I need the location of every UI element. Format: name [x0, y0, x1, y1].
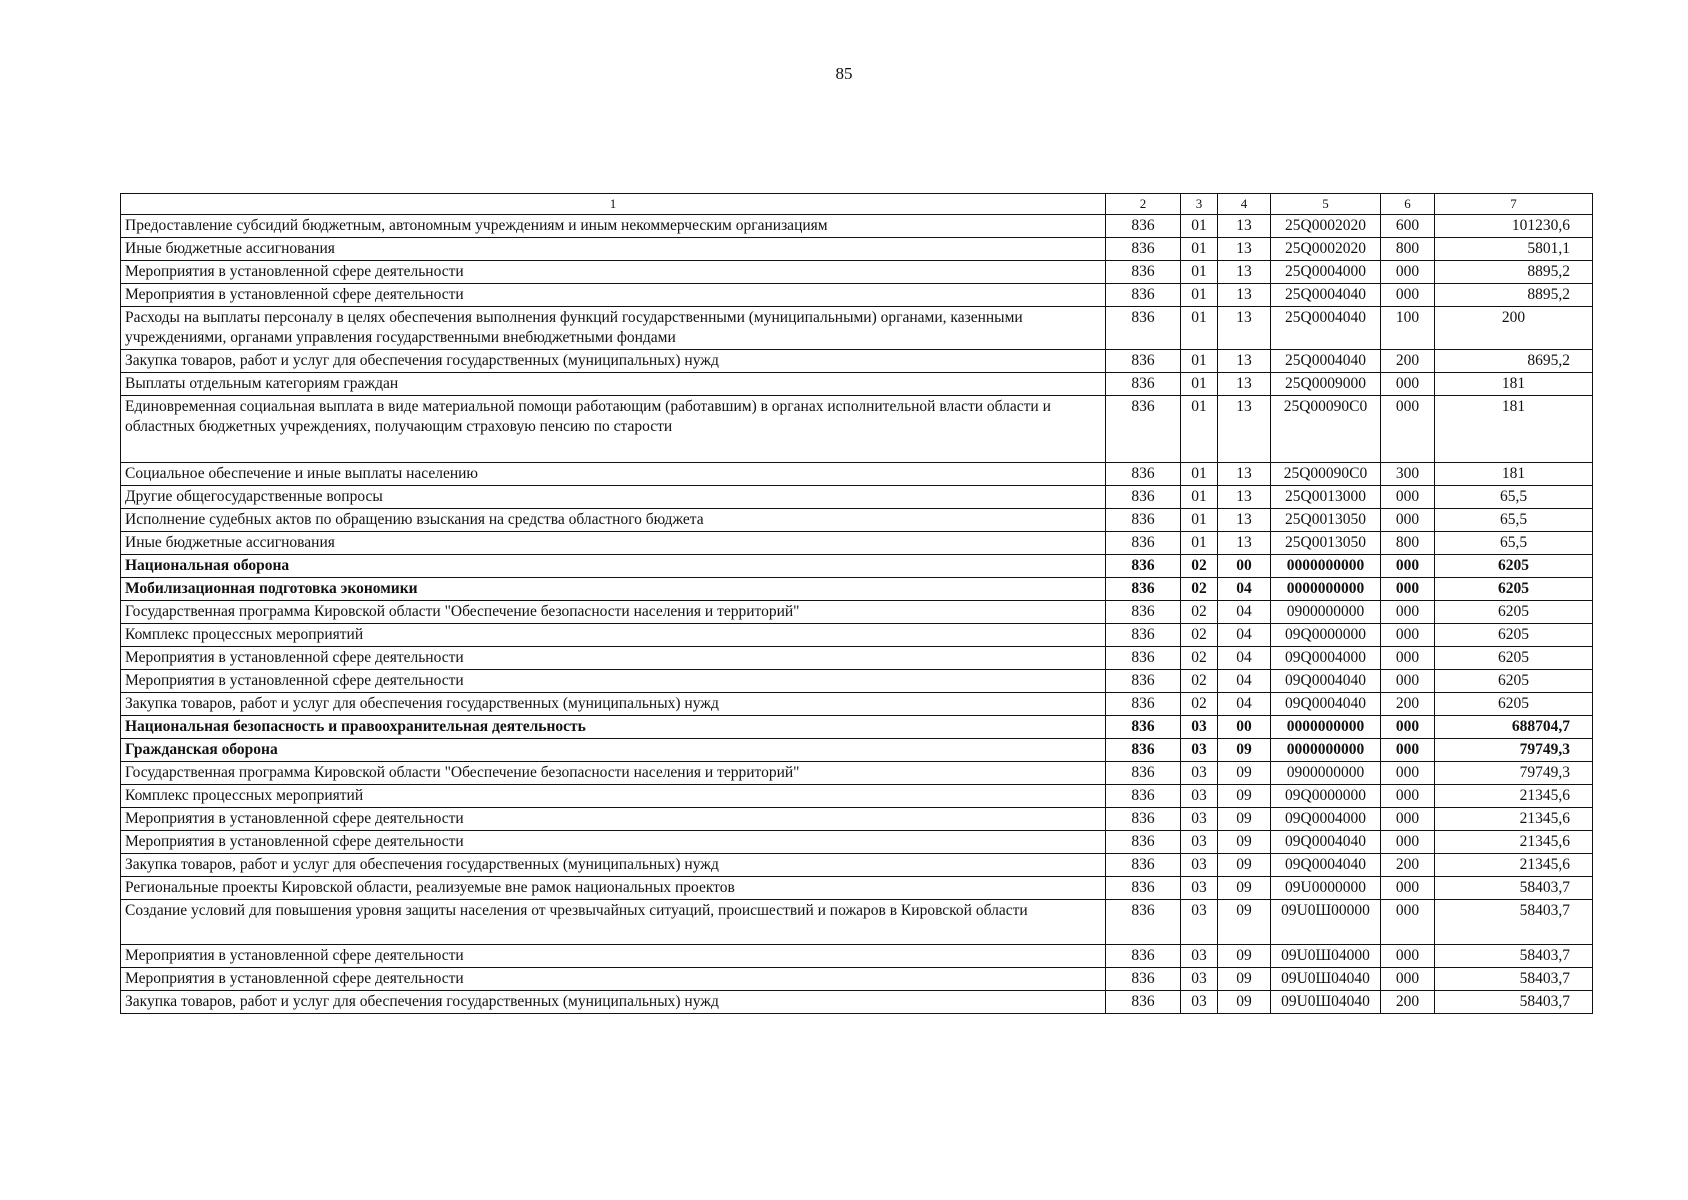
row-subsection-cell: 13 — [1218, 486, 1271, 509]
row-target-article-cell: 25Q0004040 — [1271, 350, 1381, 373]
row-target-article-cell: 09Q0004000 — [1271, 808, 1381, 831]
row-target-article-cell: 25Q0013050 — [1271, 509, 1381, 532]
row-subsection-cell: 13 — [1218, 396, 1271, 463]
table-row — [121, 670, 1593, 693]
row-subsection-cell: 09 — [1218, 808, 1271, 831]
row-subsection-cell: 09 — [1218, 762, 1271, 785]
row-subsection-cell: 13 — [1218, 307, 1271, 350]
row-section-cell: 01 — [1181, 463, 1218, 486]
row-sum-cell: 6205 — [1435, 693, 1593, 716]
table-row — [121, 991, 1593, 1014]
row-ved-cell: 836 — [1106, 238, 1181, 261]
row-subsection-cell: 04 — [1218, 601, 1271, 624]
row-expense-type-cell: 000 — [1381, 945, 1435, 968]
row-subsection-cell: 09 — [1218, 945, 1271, 968]
row-target-article-cell: 09Q0004040 — [1271, 670, 1381, 693]
table-row — [121, 284, 1593, 307]
table-row — [121, 463, 1593, 486]
table-row — [121, 739, 1593, 762]
row-target-article-cell: 25Q00090C0 — [1271, 396, 1381, 463]
row-sum-cell: 65,5 — [1435, 509, 1593, 532]
row-sum-cell: 8695,2 — [1435, 350, 1593, 373]
row-expense-type-cell: 600 — [1381, 215, 1435, 238]
table-row — [121, 945, 1593, 968]
row-name-cell: Мероприятия в установленной сфере деятельности — [121, 647, 1106, 670]
row-expense-type-cell: 000 — [1381, 261, 1435, 284]
row-expense-type-cell: 000 — [1381, 716, 1435, 739]
row-name-cell: Выплаты отдельным категориям граждан — [121, 373, 1106, 396]
row-ved-cell: 836 — [1106, 624, 1181, 647]
row-expense-type-cell: 000 — [1381, 762, 1435, 785]
row-ved-cell: 836 — [1106, 555, 1181, 578]
row-sum-cell: 58403,7 — [1435, 968, 1593, 991]
row-target-article-cell: 09Q0000000 — [1271, 785, 1381, 808]
row-target-article-cell: 0900000000 — [1271, 762, 1381, 785]
row-subsection-cell: 04 — [1218, 624, 1271, 647]
row-target-article-cell: 0000000000 — [1271, 739, 1381, 762]
row-ved-cell: 836 — [1106, 716, 1181, 739]
table-row — [121, 601, 1593, 624]
row-subsection-cell: 13 — [1218, 238, 1271, 261]
row-section-cell: 03 — [1181, 900, 1218, 945]
row-ved-cell: 836 — [1106, 991, 1181, 1014]
row-subsection-cell: 09 — [1218, 900, 1271, 945]
row-expense-type-cell: 000 — [1381, 624, 1435, 647]
row-sum-cell: 6205 — [1435, 647, 1593, 670]
row-section-cell: 03 — [1181, 762, 1218, 785]
table-row — [121, 396, 1593, 463]
row-target-article-cell: 09Q0004040 — [1271, 831, 1381, 854]
row-expense-type-cell: 800 — [1381, 238, 1435, 261]
row-name-cell: Региональные проекты Кировской области, реализуемые вне рамок национальных проектов — [121, 877, 1106, 900]
row-expense-type-cell: 200 — [1381, 854, 1435, 877]
row-sum-cell: 181 — [1435, 396, 1593, 463]
row-subsection-cell: 00 — [1218, 555, 1271, 578]
row-subsection-cell: 09 — [1218, 877, 1271, 900]
row-sum-cell: 21345,6 — [1435, 854, 1593, 877]
row-name-cell: Расходы на выплаты персоналу в целях обеспечения выполнения функций государственными (муниципальными) органами, казенными учреждениями, органами управления государственными внебюджетными фондами — [121, 307, 1106, 350]
row-subsection-cell: 04 — [1218, 647, 1271, 670]
row-expense-type-cell: 000 — [1381, 739, 1435, 762]
row-ved-cell: 836 — [1106, 670, 1181, 693]
row-section-cell: 01 — [1181, 396, 1218, 463]
row-sum-cell: 58403,7 — [1435, 991, 1593, 1014]
row-expense-type-cell: 100 — [1381, 307, 1435, 350]
row-subsection-cell: 04 — [1218, 578, 1271, 601]
row-name-cell: Закупка товаров, работ и услуг для обеспечения государственных (муниципальных) нужд — [121, 350, 1106, 373]
row-ved-cell: 836 — [1106, 647, 1181, 670]
row-expense-type-cell: 000 — [1381, 601, 1435, 624]
row-ved-cell: 836 — [1106, 215, 1181, 238]
table-row — [121, 831, 1593, 854]
table-row — [121, 509, 1593, 532]
row-name-cell: Мероприятия в установленной сфере деятельности — [121, 968, 1106, 991]
row-ved-cell: 836 — [1106, 396, 1181, 463]
row-section-cell: 01 — [1181, 215, 1218, 238]
row-expense-type-cell: 000 — [1381, 486, 1435, 509]
row-name-cell: Закупка товаров, работ и услуг для обеспечения государственных (муниципальных) нужд — [121, 693, 1106, 716]
table-row — [121, 578, 1593, 601]
row-ved-cell: 836 — [1106, 307, 1181, 350]
row-name-cell: Создание условий для повышения уровня защиты населения от чрезвычайных ситуаций, происшествий и пожаров в Кировской области — [121, 900, 1106, 945]
header-cell-5: 5 — [1271, 194, 1381, 215]
row-ved-cell: 836 — [1106, 968, 1181, 991]
row-target-article-cell: 09U0Ш04040 — [1271, 968, 1381, 991]
row-expense-type-cell: 000 — [1381, 900, 1435, 945]
row-target-article-cell: 25Q0013000 — [1271, 486, 1381, 509]
header-cell-7: 7 — [1435, 194, 1593, 215]
row-expense-type-cell: 200 — [1381, 350, 1435, 373]
row-section-cell: 02 — [1181, 647, 1218, 670]
row-subsection-cell: 04 — [1218, 693, 1271, 716]
row-expense-type-cell: 000 — [1381, 808, 1435, 831]
row-expense-type-cell: 000 — [1381, 555, 1435, 578]
row-section-cell: 01 — [1181, 350, 1218, 373]
table-row — [121, 808, 1593, 831]
row-subsection-cell: 13 — [1218, 215, 1271, 238]
row-name-cell: Закупка товаров, работ и услуг для обеспечения государственных (муниципальных) нужд — [121, 854, 1106, 877]
row-subsection-cell: 13 — [1218, 284, 1271, 307]
row-subsection-cell: 13 — [1218, 350, 1271, 373]
row-target-article-cell: 25Q0009000 — [1271, 373, 1381, 396]
row-expense-type-cell: 000 — [1381, 647, 1435, 670]
row-section-cell: 03 — [1181, 808, 1218, 831]
row-ved-cell: 836 — [1106, 261, 1181, 284]
row-section-cell: 02 — [1181, 578, 1218, 601]
table-row — [121, 647, 1593, 670]
row-ved-cell: 836 — [1106, 373, 1181, 396]
row-ved-cell: 836 — [1106, 831, 1181, 854]
row-subsection-cell: 09 — [1218, 739, 1271, 762]
row-sum-cell: 21345,6 — [1435, 831, 1593, 854]
row-expense-type-cell: 000 — [1381, 284, 1435, 307]
row-sum-cell: 6205 — [1435, 624, 1593, 647]
row-section-cell: 03 — [1181, 991, 1218, 1014]
row-subsection-cell: 13 — [1218, 532, 1271, 555]
row-ved-cell: 836 — [1106, 463, 1181, 486]
row-section-cell: 03 — [1181, 945, 1218, 968]
row-target-article-cell: 09Q0000000 — [1271, 624, 1381, 647]
row-name-cell: Мобилизационная подготовка экономики — [121, 578, 1106, 601]
row-name-cell: Государственная программа Кировской области "Обеспечение безопасности населения и территорий" — [121, 601, 1106, 624]
row-name-cell: Закупка товаров, работ и услуг для обеспечения государственных (муниципальных) нужд — [121, 991, 1106, 1014]
row-section-cell: 03 — [1181, 739, 1218, 762]
header-cell-3: 3 — [1181, 194, 1218, 215]
row-name-cell: Государственная программа Кировской области "Обеспечение безопасности населения и территорий" — [121, 762, 1106, 785]
row-section-cell: 03 — [1181, 785, 1218, 808]
row-expense-type-cell: 000 — [1381, 968, 1435, 991]
row-sum-cell: 58403,7 — [1435, 900, 1593, 945]
row-name-cell: Иные бюджетные ассигнования — [121, 238, 1106, 261]
row-ved-cell: 836 — [1106, 601, 1181, 624]
row-section-cell: 01 — [1181, 238, 1218, 261]
row-subsection-cell: 09 — [1218, 785, 1271, 808]
row-section-cell: 03 — [1181, 968, 1218, 991]
row-ved-cell: 836 — [1106, 877, 1181, 900]
row-target-article-cell: 25Q0004000 — [1271, 261, 1381, 284]
row-name-cell: Мероприятия в установленной сфере деятельности — [121, 945, 1106, 968]
row-target-article-cell: 25Q0002020 — [1271, 215, 1381, 238]
row-subsection-cell: 13 — [1218, 463, 1271, 486]
row-ved-cell: 836 — [1106, 762, 1181, 785]
row-target-article-cell: 09Q0004000 — [1271, 647, 1381, 670]
table-row — [121, 877, 1593, 900]
page-number: 85 — [835, 64, 853, 83]
row-target-article-cell: 09Q0004040 — [1271, 693, 1381, 716]
row-ved-cell: 836 — [1106, 486, 1181, 509]
table-row — [121, 854, 1593, 877]
row-subsection-cell: 00 — [1218, 716, 1271, 739]
row-sum-cell: 101230,6 — [1435, 215, 1593, 238]
row-target-article-cell: 09U0Ш04000 — [1271, 945, 1381, 968]
table-row — [121, 555, 1593, 578]
table-row — [121, 307, 1593, 350]
row-ved-cell: 836 — [1106, 739, 1181, 762]
table-row — [121, 261, 1593, 284]
row-expense-type-cell: 000 — [1381, 373, 1435, 396]
row-target-article-cell: 25Q0004040 — [1271, 307, 1381, 350]
row-expense-type-cell: 000 — [1381, 396, 1435, 463]
row-name-cell: Мероприятия в установленной сфере деятельности — [121, 670, 1106, 693]
row-name-cell: Комплекс процессных мероприятий — [121, 624, 1106, 647]
row-expense-type-cell: 000 — [1381, 509, 1435, 532]
row-name-cell: Единовременная социальная выплата в виде материальной помощи работающим (работавшим) в органах исполнительной власти области и областных бюджетных учреждениях, получающим страховую пенсию по старости — [121, 396, 1106, 463]
table-row — [121, 486, 1593, 509]
row-sum-cell: 200 — [1435, 307, 1593, 350]
budget-table — [120, 193, 1593, 1014]
row-sum-cell: 79749,3 — [1435, 762, 1593, 785]
row-section-cell: 01 — [1181, 284, 1218, 307]
row-section-cell: 01 — [1181, 532, 1218, 555]
header-cell-2: 2 — [1106, 194, 1181, 215]
row-sum-cell: 181 — [1435, 373, 1593, 396]
row-name-cell: Мероприятия в установленной сфере деятельности — [121, 808, 1106, 831]
row-ved-cell: 836 — [1106, 693, 1181, 716]
row-name-cell: Исполнение судебных актов по обращению взыскания на средства областного бюджета — [121, 509, 1106, 532]
row-ved-cell: 836 — [1106, 808, 1181, 831]
row-sum-cell: 6205 — [1435, 601, 1593, 624]
row-ved-cell: 836 — [1106, 945, 1181, 968]
table-header-row — [121, 194, 1593, 215]
row-target-article-cell: 09U0Ш00000 — [1271, 900, 1381, 945]
table-row — [121, 762, 1593, 785]
row-section-cell: 02 — [1181, 670, 1218, 693]
row-target-article-cell: 0000000000 — [1271, 716, 1381, 739]
row-ved-cell: 836 — [1106, 785, 1181, 808]
row-name-cell: Национальная безопасность и правоохранительная деятельность — [121, 716, 1106, 739]
table-row — [121, 785, 1593, 808]
row-sum-cell: 65,5 — [1435, 486, 1593, 509]
row-ved-cell: 836 — [1106, 900, 1181, 945]
row-ved-cell: 836 — [1106, 509, 1181, 532]
row-sum-cell: 8895,2 — [1435, 284, 1593, 307]
row-sum-cell: 181 — [1435, 463, 1593, 486]
row-target-article-cell: 09U0Ш04040 — [1271, 991, 1381, 1014]
row-subsection-cell: 13 — [1218, 261, 1271, 284]
header-cell-1: 1 — [121, 194, 1106, 215]
row-subsection-cell: 09 — [1218, 968, 1271, 991]
row-target-article-cell: 25Q0004040 — [1271, 284, 1381, 307]
row-target-article-cell: 09Q0004040 — [1271, 854, 1381, 877]
row-target-article-cell: 25Q0002020 — [1271, 238, 1381, 261]
row-section-cell: 03 — [1181, 716, 1218, 739]
table-row — [121, 532, 1593, 555]
row-subsection-cell: 13 — [1218, 373, 1271, 396]
row-section-cell: 01 — [1181, 261, 1218, 284]
row-name-cell: Комплекс процессных мероприятий — [121, 785, 1106, 808]
row-name-cell: Мероприятия в установленной сфере деятельности — [121, 831, 1106, 854]
row-name-cell: Национальная оборона — [121, 555, 1106, 578]
row-ved-cell: 836 — [1106, 350, 1181, 373]
row-section-cell: 03 — [1181, 877, 1218, 900]
table-row — [121, 716, 1593, 739]
table-row — [121, 373, 1593, 396]
row-section-cell: 03 — [1181, 831, 1218, 854]
row-section-cell: 01 — [1181, 486, 1218, 509]
row-target-article-cell: 25Q00090C0 — [1271, 463, 1381, 486]
row-sum-cell: 8895,2 — [1435, 261, 1593, 284]
row-sum-cell: 5801,1 — [1435, 238, 1593, 261]
row-sum-cell: 65,5 — [1435, 532, 1593, 555]
row-subsection-cell: 04 — [1218, 670, 1271, 693]
table-row — [121, 693, 1593, 716]
row-section-cell: 02 — [1181, 555, 1218, 578]
row-subsection-cell: 13 — [1218, 509, 1271, 532]
row-sum-cell: 58403,7 — [1435, 877, 1593, 900]
row-section-cell: 01 — [1181, 509, 1218, 532]
table-row — [121, 238, 1593, 261]
row-target-article-cell: 09U0000000 — [1271, 877, 1381, 900]
row-subsection-cell: 09 — [1218, 991, 1271, 1014]
row-section-cell: 02 — [1181, 601, 1218, 624]
row-sum-cell: 6205 — [1435, 555, 1593, 578]
row-sum-cell: 21345,6 — [1435, 785, 1593, 808]
header-cell-4: 4 — [1218, 194, 1271, 215]
table-row — [121, 215, 1593, 238]
row-section-cell: 01 — [1181, 307, 1218, 350]
row-ved-cell: 836 — [1106, 284, 1181, 307]
header-cell-6: 6 — [1381, 194, 1435, 215]
table-row — [121, 624, 1593, 647]
table-row — [121, 900, 1593, 945]
row-section-cell: 03 — [1181, 854, 1218, 877]
row-target-article-cell: 25Q0013050 — [1271, 532, 1381, 555]
row-ved-cell: 836 — [1106, 578, 1181, 601]
row-name-cell: Мероприятия в установленной сфере деятельности — [121, 284, 1106, 307]
row-name-cell: Мероприятия в установленной сфере деятельности — [121, 261, 1106, 284]
row-target-article-cell: 0900000000 — [1271, 601, 1381, 624]
row-name-cell: Другие общегосударственные вопросы — [121, 486, 1106, 509]
row-section-cell: 01 — [1181, 373, 1218, 396]
row-sum-cell: 79749,3 — [1435, 739, 1593, 762]
row-name-cell: Предоставление субсидий бюджетным, автономным учреждениям и иным некоммерческим организациям — [121, 215, 1106, 238]
row-sum-cell: 688704,7 — [1435, 716, 1593, 739]
row-target-article-cell: 0000000000 — [1271, 555, 1381, 578]
row-expense-type-cell: 200 — [1381, 693, 1435, 716]
table-body — [121, 194, 1593, 1014]
row-name-cell: Иные бюджетные ассигнования — [121, 532, 1106, 555]
table-row — [121, 968, 1593, 991]
row-subsection-cell: 09 — [1218, 854, 1271, 877]
row-expense-type-cell: 300 — [1381, 463, 1435, 486]
table-row — [121, 350, 1593, 373]
row-expense-type-cell: 000 — [1381, 578, 1435, 601]
row-name-cell: Социальное обеспечение и иные выплаты населению — [121, 463, 1106, 486]
row-expense-type-cell: 000 — [1381, 785, 1435, 808]
row-subsection-cell: 09 — [1218, 831, 1271, 854]
row-sum-cell: 6205 — [1435, 670, 1593, 693]
row-target-article-cell: 0000000000 — [1271, 578, 1381, 601]
row-expense-type-cell: 000 — [1381, 670, 1435, 693]
row-name-cell: Гражданская оборона — [121, 739, 1106, 762]
row-section-cell: 02 — [1181, 693, 1218, 716]
row-expense-type-cell: 800 — [1381, 532, 1435, 555]
row-expense-type-cell: 000 — [1381, 877, 1435, 900]
row-ved-cell: 836 — [1106, 854, 1181, 877]
row-expense-type-cell: 200 — [1381, 991, 1435, 1014]
row-sum-cell: 6205 — [1435, 578, 1593, 601]
row-sum-cell: 21345,6 — [1435, 808, 1593, 831]
row-ved-cell: 836 — [1106, 532, 1181, 555]
row-sum-cell: 58403,7 — [1435, 945, 1593, 968]
row-section-cell: 02 — [1181, 624, 1218, 647]
row-expense-type-cell: 000 — [1381, 831, 1435, 854]
